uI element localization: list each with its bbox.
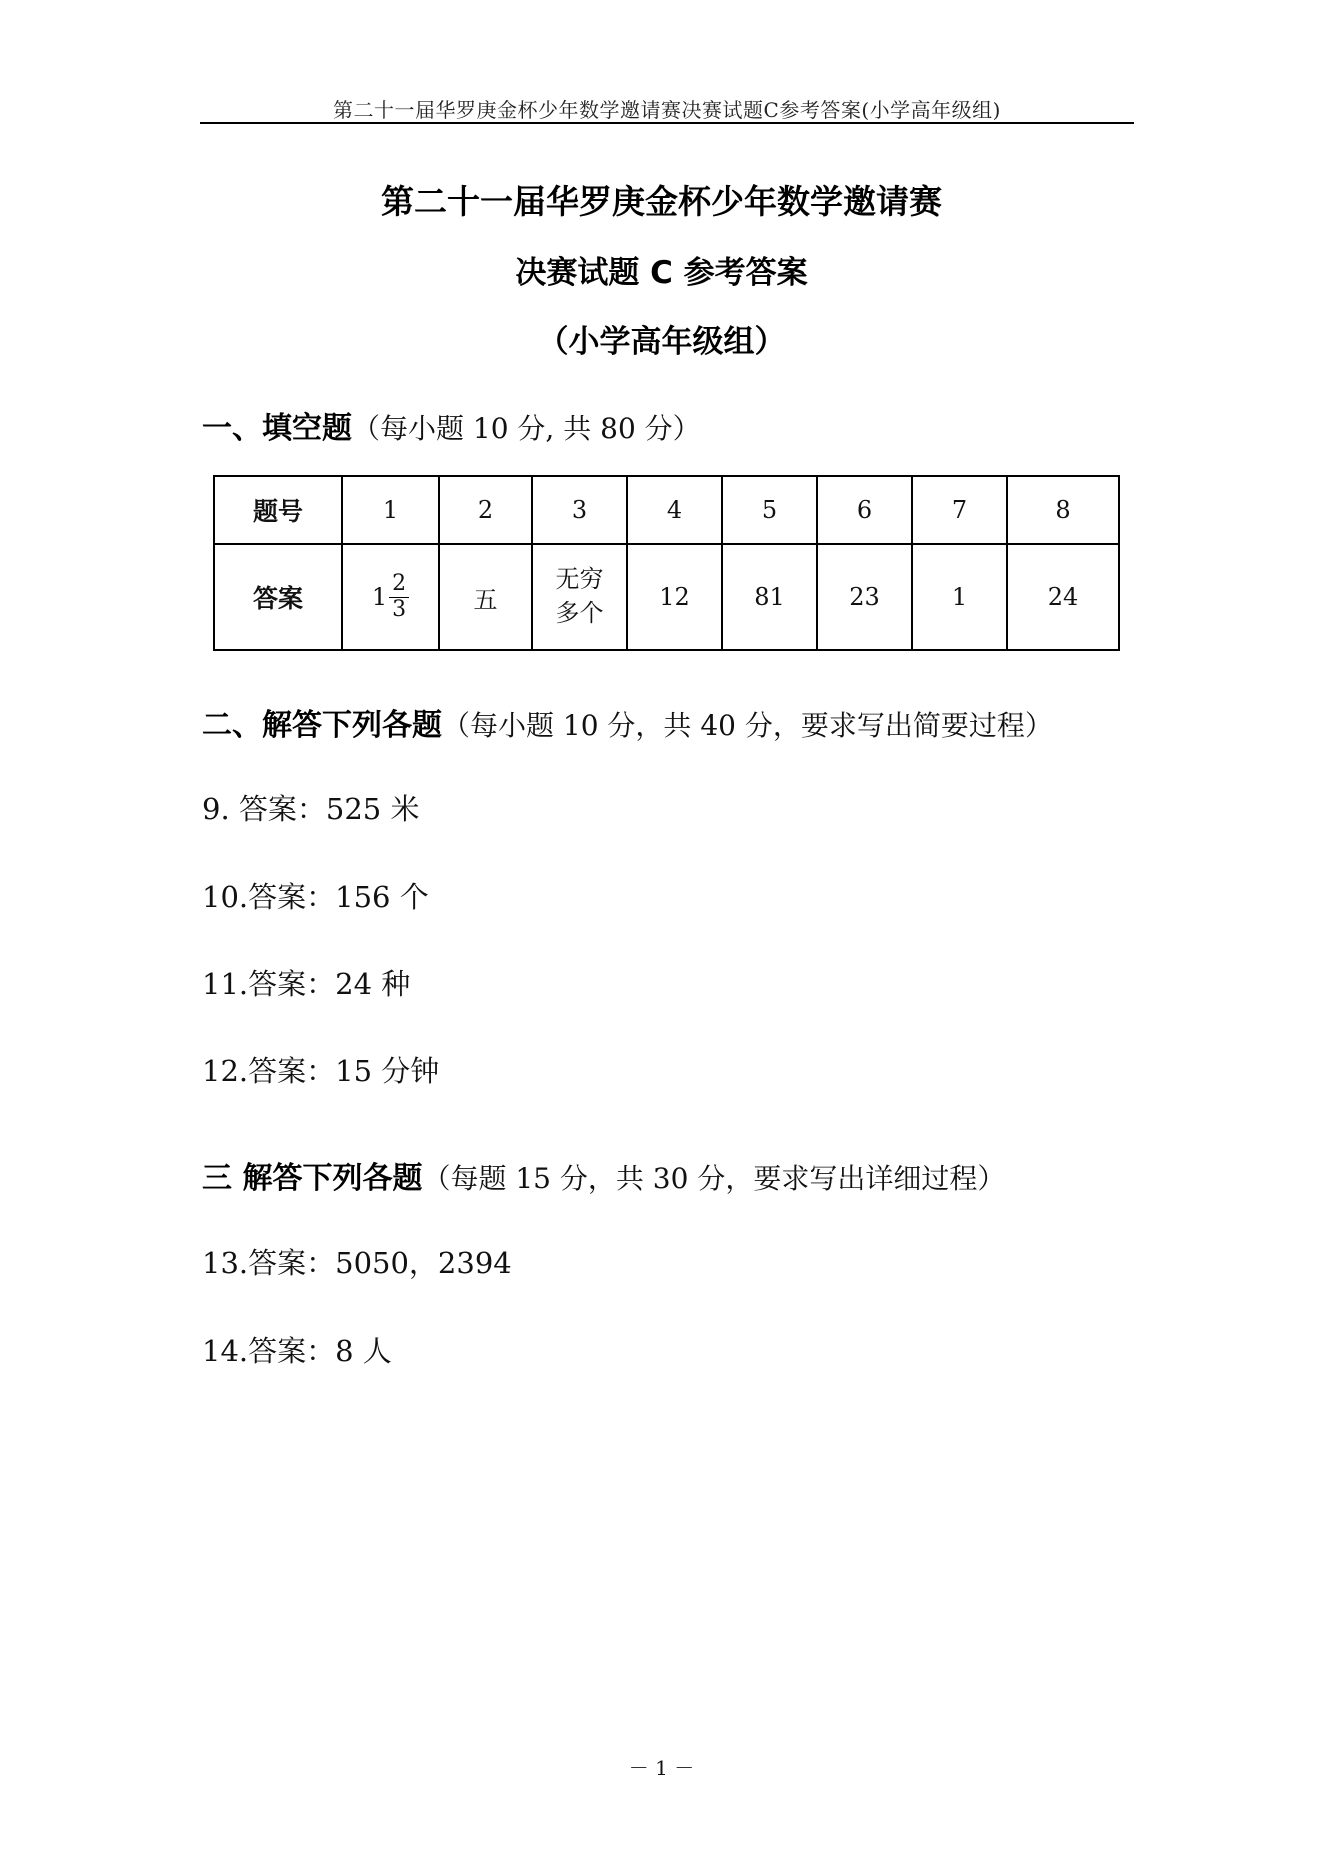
answer-line: 13.答案：5050，2394 bbox=[202, 1246, 512, 1280]
table-row-questions bbox=[214, 476, 1119, 544]
answer-line: 10.答案：156 个 bbox=[202, 880, 429, 914]
table-row-answers bbox=[214, 544, 1119, 650]
section-3-heading bbox=[202, 1153, 1005, 1197]
row-label-answer: 答案 bbox=[214, 544, 342, 650]
answer-cell-q7: 1 bbox=[912, 544, 1007, 650]
question-number: 6 bbox=[817, 476, 912, 544]
answer-table bbox=[213, 475, 1120, 651]
answer-cell-q4: 12 bbox=[627, 544, 722, 650]
question-number: 4 bbox=[627, 476, 722, 544]
question-number: 3 bbox=[532, 476, 627, 544]
question-number: 2 bbox=[439, 476, 532, 544]
answer-line: 9. 答案：525 米 bbox=[202, 792, 420, 826]
section-1-title: 一、填空题 bbox=[202, 411, 352, 446]
fraction bbox=[389, 572, 409, 621]
row-label-question: 题号 bbox=[214, 476, 342, 544]
section-3-note: （每题 15 分，共 30 分，要求写出详细过程） bbox=[422, 1162, 1006, 1195]
page-number: － 1 － bbox=[628, 1756, 695, 1780]
answer-cell-q5: 81 bbox=[722, 544, 817, 650]
answer-cell-q2: 五 bbox=[439, 544, 532, 650]
section-2-note: （每小题 10 分，共 40 分，要求写出简要过程） bbox=[442, 709, 1053, 742]
section-1-note: （每小题 10 分, 共 80 分） bbox=[352, 412, 701, 445]
section-2-title: 二、解答下列各题 bbox=[202, 708, 442, 743]
answer-cell-q8: 24 bbox=[1007, 544, 1119, 650]
header-rule bbox=[200, 122, 1134, 124]
running-header: 第二十一届华罗庚金杯少年数学邀请赛决赛试题C参考答案(小学高年级组) bbox=[333, 98, 1001, 122]
document-subtitle: 决赛试题 C 参考答案 bbox=[515, 255, 808, 291]
answer-line: 11.答案：24 种 bbox=[202, 967, 411, 1001]
document-group: （小学高年级组） bbox=[537, 324, 786, 360]
document-title: 第二十一届华罗庚金杯少年数学邀请赛 bbox=[381, 182, 942, 221]
answer-cell-q6: 23 bbox=[817, 544, 912, 650]
question-number: 1 bbox=[342, 476, 439, 544]
fraction-numerator: 2 bbox=[389, 572, 409, 597]
answer-q3-line1: 无穷 bbox=[555, 565, 604, 594]
answer-cell-q3 bbox=[532, 544, 627, 650]
question-number: 8 bbox=[1007, 476, 1119, 544]
fraction-denominator: 3 bbox=[392, 596, 407, 622]
section-3-title: 三 解答下列各题 bbox=[202, 1161, 423, 1196]
fraction-whole: 1 bbox=[371, 583, 388, 611]
question-number: 5 bbox=[722, 476, 817, 544]
answer-line: 12.答案：15 分钟 bbox=[202, 1054, 440, 1088]
question-number: 7 bbox=[912, 476, 1007, 544]
section-1-heading bbox=[202, 403, 701, 447]
answer-q3-line2: 多个 bbox=[555, 599, 604, 627]
mixed-fraction bbox=[372, 572, 409, 621]
section-2-heading bbox=[202, 700, 1053, 744]
answer-cell-q1 bbox=[342, 544, 439, 650]
answer-line: 14.答案：8 人 bbox=[202, 1334, 392, 1368]
